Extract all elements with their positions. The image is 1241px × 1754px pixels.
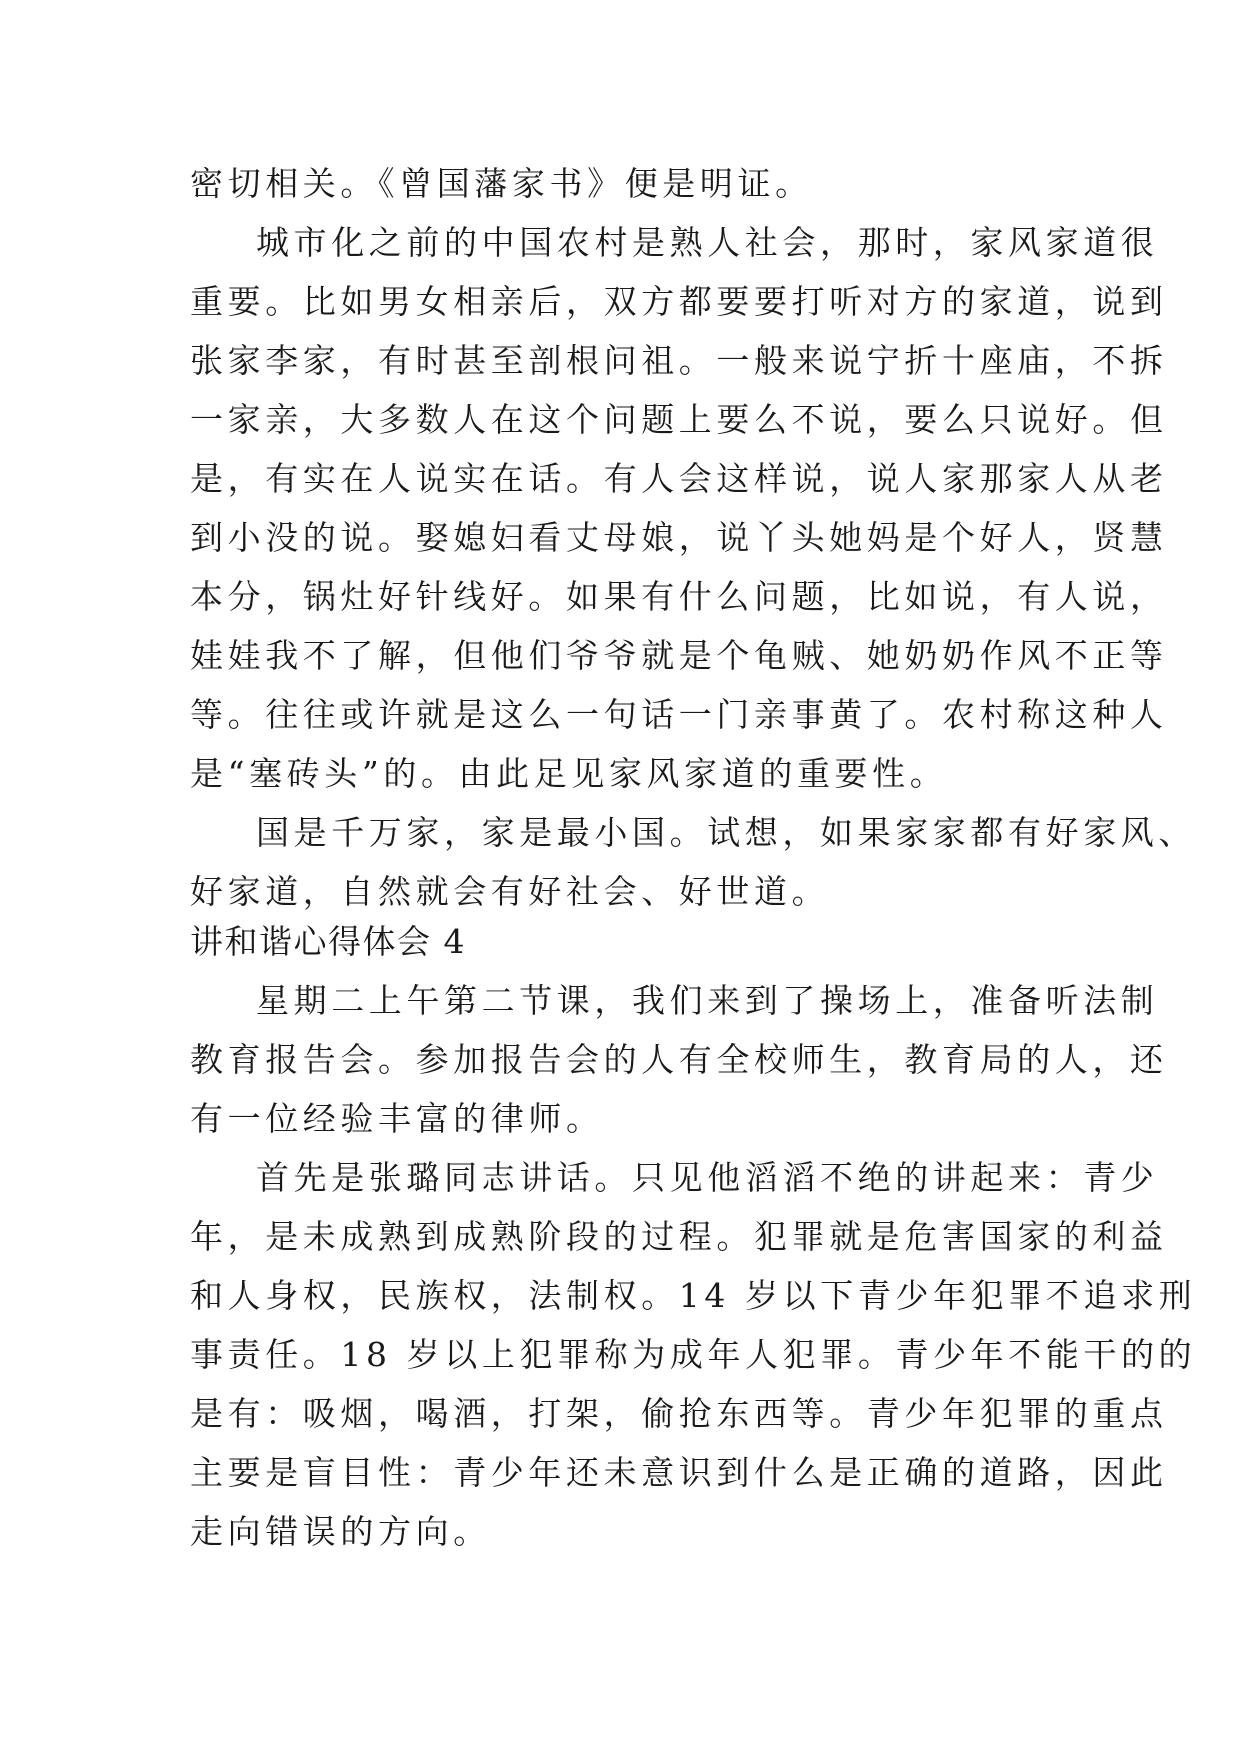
- paragraph-first-line: 国是千万家，家是最小国。试想，如果家家都有好家风、: [256, 813, 1196, 852]
- text-line: 本分，锅灶好针线好。如果有什么问题，比如说，有人说，: [190, 577, 1168, 616]
- text-line: 教育报告会。参加报告会的人有全校师生，教育局的人，还: [190, 1040, 1168, 1079]
- section-heading: 讲和谐心得体会 4: [190, 922, 466, 961]
- text-line: 事责任。18 岁以上犯罪称为成年人犯罪。青少年不能干的的: [190, 1335, 1197, 1374]
- text-line: 等。往往或许就是这么一句话一门亲事黄了。农村称这种人: [190, 695, 1168, 734]
- text-line: 是，有实在人说实在话。有人会这样说，说人家那家人从老: [190, 459, 1168, 498]
- text-line: 娃娃我不了解，但他们爷爷就是个龟贼、她奶奶作风不正等: [190, 636, 1168, 675]
- text-line: 是有：吸烟，喝酒，打架，偷抢东西等。青少年犯罪的重点: [190, 1394, 1168, 1433]
- text-line: 有一位经验丰富的律师。: [190, 1099, 604, 1138]
- text-line: 走向错误的方向。: [190, 1512, 491, 1551]
- text-line: 主要是盲目性：青少年还未意识到什么是正确的道路，因此: [190, 1453, 1168, 1492]
- text-line: 和人身权，民族权，法制权。14 岁以下青少年犯罪不追求刑: [190, 1276, 1197, 1315]
- paragraph-first-line: 首先是张璐同志讲话。只见他滔滔不绝的讲起来：青少: [256, 1158, 1159, 1197]
- paragraph-first-line: 城市化之前的中国农村是熟人社会，那时，家风家道很: [256, 223, 1159, 262]
- text-line: 是“塞砖头”的。由此足见家风家道的重要性。: [190, 754, 948, 793]
- text-line: 一家亲，大多数人在这个问题上要么不说，要么只说好。但: [190, 400, 1168, 439]
- paragraph-first-line: 星期二上午第二节课，我们来到了操场上，准备听法制: [256, 981, 1159, 1020]
- text-line: 好家道，自然就会有好社会、好世道。: [190, 872, 830, 911]
- text-line: 张家李家，有时甚至剖根问祖。一般来说宁折十座庙，不拆: [190, 341, 1168, 380]
- text-line: 到小没的说。娶媳妇看丈母娘，说丫头她妈是个好人，贤慧: [190, 518, 1168, 557]
- text-line: 年，是未成熟到成熟阶段的过程。犯罪就是危害国家的利益: [190, 1217, 1168, 1256]
- text-line: 密切相关。《曾国藩家书》便是明证。: [190, 164, 813, 203]
- text-line: 重要。比如男女相亲后，双方都要要打听对方的家道，说到: [190, 282, 1168, 321]
